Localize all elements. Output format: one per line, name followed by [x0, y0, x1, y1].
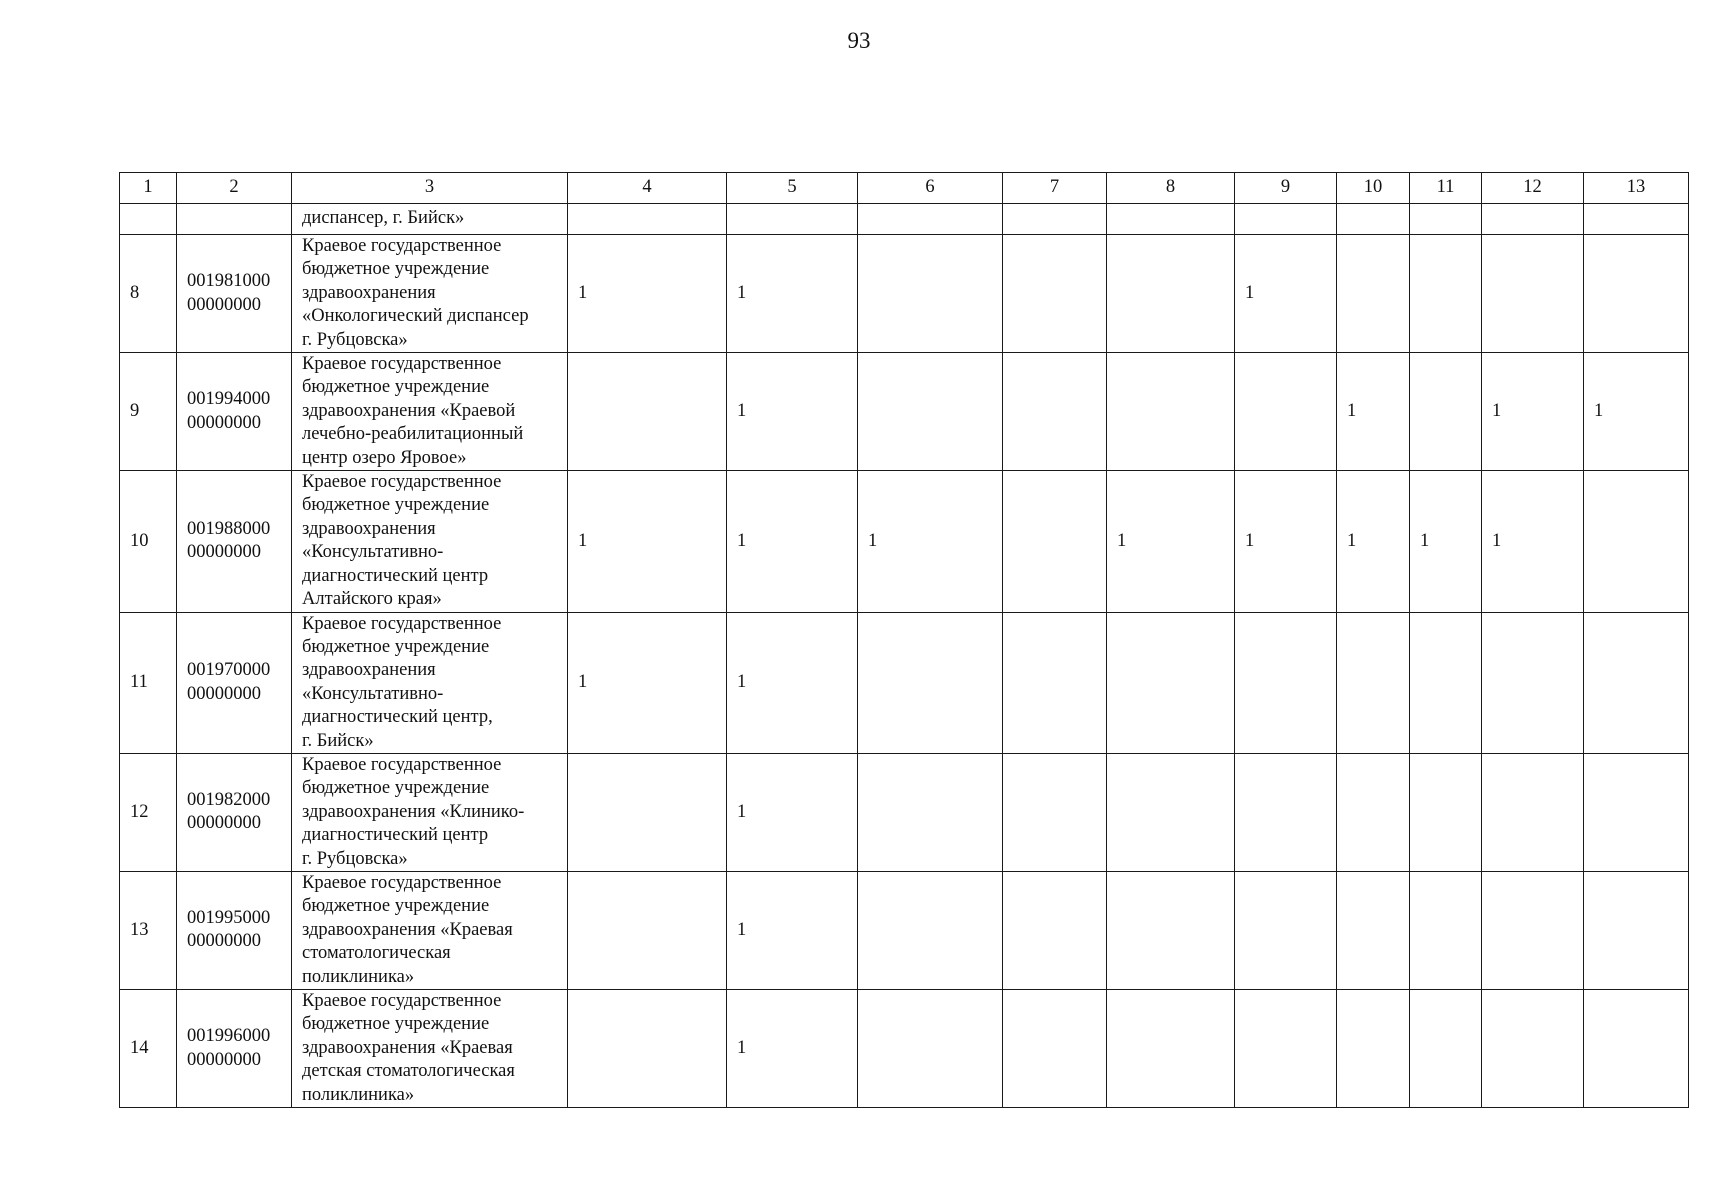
value-cell: 1 [1482, 471, 1584, 612]
table-cell [1235, 204, 1337, 235]
value-cell [568, 353, 727, 471]
value-cell: 1 [1107, 471, 1235, 612]
value-cell: 1 [727, 471, 858, 612]
value-cell: 1 [1337, 471, 1410, 612]
column-header: 12 [1482, 173, 1584, 204]
value-cell: 1 [727, 612, 858, 753]
value-cell [1482, 871, 1584, 989]
institution-code: 001970000 00000000 [177, 612, 292, 753]
column-header: 1 [120, 173, 177, 204]
value-cell: 1 [727, 990, 858, 1108]
column-header: 13 [1584, 173, 1689, 204]
value-cell [568, 871, 727, 989]
institution-code: 001996000 00000000 [177, 990, 292, 1108]
value-cell [1235, 353, 1337, 471]
page-number: 93 [847, 28, 871, 53]
value-cell: 1 [568, 235, 727, 353]
value-cell [1337, 871, 1410, 989]
value-cell [1003, 871, 1107, 989]
value-cell [1107, 753, 1235, 871]
table-cell [858, 204, 1003, 235]
value-cell [1410, 612, 1482, 753]
value-cell [1107, 353, 1235, 471]
row-number: 10 [120, 471, 177, 612]
institution-name: Краевое государственное бюджетное учреждение здравоохранения «Онкологический диспансер г. Рубцовска» [292, 235, 568, 353]
institutions-table [119, 172, 1689, 1108]
column-header: 11 [1410, 173, 1482, 204]
institution-name: Краевое государственное бюджетное учреждение здравоохранения «Краевой лечебно-реабилитационный центр озеро Яровое» [292, 353, 568, 471]
value-cell [1107, 235, 1235, 353]
value-cell [1235, 753, 1337, 871]
institution-name: Краевое государственное бюджетное учреждение здравоохранения «Краевая детская стоматологическая поликлиника» [292, 990, 568, 1108]
value-cell [1107, 612, 1235, 753]
value-cell: 1 [1584, 353, 1689, 471]
column-header: 3 [292, 173, 568, 204]
table-row [120, 235, 1689, 353]
institution-code: 001982000 00000000 [177, 753, 292, 871]
column-header: 5 [727, 173, 858, 204]
value-cell [1410, 990, 1482, 1108]
value-cell: 1 [727, 353, 858, 471]
value-cell [858, 612, 1003, 753]
value-cell [1107, 990, 1235, 1108]
value-cell [1003, 612, 1107, 753]
table-cell [1337, 204, 1410, 235]
value-cell [1584, 612, 1689, 753]
value-cell [1337, 990, 1410, 1108]
table-cell [1584, 204, 1689, 235]
value-cell [1235, 871, 1337, 989]
column-header: 6 [858, 173, 1003, 204]
value-cell: 1 [1337, 353, 1410, 471]
table-cell [1482, 204, 1584, 235]
value-cell [1003, 471, 1107, 612]
value-cell [568, 990, 727, 1108]
value-cell: 1 [568, 612, 727, 753]
value-cell [1584, 471, 1689, 612]
row-number: 9 [120, 353, 177, 471]
table-row [120, 753, 1689, 871]
value-cell [1410, 871, 1482, 989]
value-cell: 1 [727, 235, 858, 353]
table-cell [120, 204, 177, 235]
institution-code: 001988000 00000000 [177, 471, 292, 612]
continuation-row [120, 204, 1689, 235]
value-cell [1003, 990, 1107, 1108]
value-cell [858, 990, 1003, 1108]
value-cell [1584, 235, 1689, 353]
column-header: 9 [1235, 173, 1337, 204]
value-cell: 1 [727, 753, 858, 871]
value-cell [1003, 353, 1107, 471]
value-cell [1235, 612, 1337, 753]
row-number: 11 [120, 612, 177, 753]
column-header: 4 [568, 173, 727, 204]
value-cell [858, 235, 1003, 353]
value-cell: 1 [568, 471, 727, 612]
column-header: 10 [1337, 173, 1410, 204]
value-cell: 1 [727, 871, 858, 989]
row-number: 12 [120, 753, 177, 871]
value-cell [1482, 235, 1584, 353]
value-cell [858, 871, 1003, 989]
table-row [120, 353, 1689, 471]
value-cell: 1 [1235, 471, 1337, 612]
value-cell [1410, 753, 1482, 871]
value-cell: 1 [1235, 235, 1337, 353]
table-cell [1107, 204, 1235, 235]
value-cell [1410, 353, 1482, 471]
table-cell [1410, 204, 1482, 235]
table-cell [727, 204, 858, 235]
institution-name: Краевое государственное бюджетное учреждение здравоохранения «Консультативно- диагностический центр, г. Бийск» [292, 612, 568, 753]
row-number: 14 [120, 990, 177, 1108]
value-cell: 1 [1410, 471, 1482, 612]
column-header: 8 [1107, 173, 1235, 204]
institution-code: 001994000 00000000 [177, 353, 292, 471]
value-cell [1584, 990, 1689, 1108]
table-row [120, 990, 1689, 1108]
value-cell [858, 753, 1003, 871]
value-cell [1003, 235, 1107, 353]
value-cell [1482, 753, 1584, 871]
value-cell: 1 [858, 471, 1003, 612]
value-cell [1337, 612, 1410, 753]
value-cell [1337, 753, 1410, 871]
value-cell [1107, 871, 1235, 989]
value-cell [1584, 871, 1689, 989]
institution-name: Краевое государственное бюджетное учреждение здравоохранения «Консультативно- диагностический центр Алтайского края» [292, 471, 568, 612]
table-row [120, 871, 1689, 989]
value-cell [568, 753, 727, 871]
table-row [120, 612, 1689, 753]
value-cell [1482, 612, 1584, 753]
institution-name: Краевое государственное бюджетное учреждение здравоохранения «Краевая стоматологическая поликлиника» [292, 871, 568, 989]
value-cell [1337, 235, 1410, 353]
value-cell [1584, 753, 1689, 871]
column-header: 7 [1003, 173, 1107, 204]
value-cell [1482, 990, 1584, 1108]
value-cell [1003, 753, 1107, 871]
row-number: 13 [120, 871, 177, 989]
value-cell [858, 353, 1003, 471]
value-cell [1410, 235, 1482, 353]
column-number-row [120, 173, 1689, 204]
column-header: 2 [177, 173, 292, 204]
table-cell [177, 204, 292, 235]
institution-name: Краевое государственное бюджетное учреждение здравоохранения «Клинико- диагностический центр г. Рубцовска» [292, 753, 568, 871]
continuation-text: диспансер, г. Бийск» [292, 204, 568, 235]
table-cell [568, 204, 727, 235]
value-cell: 1 [1482, 353, 1584, 471]
row-number: 8 [120, 235, 177, 353]
institution-code: 001981000 00000000 [177, 235, 292, 353]
institution-code: 001995000 00000000 [177, 871, 292, 989]
table-cell [1003, 204, 1107, 235]
value-cell [1235, 990, 1337, 1108]
table-row [120, 471, 1689, 612]
